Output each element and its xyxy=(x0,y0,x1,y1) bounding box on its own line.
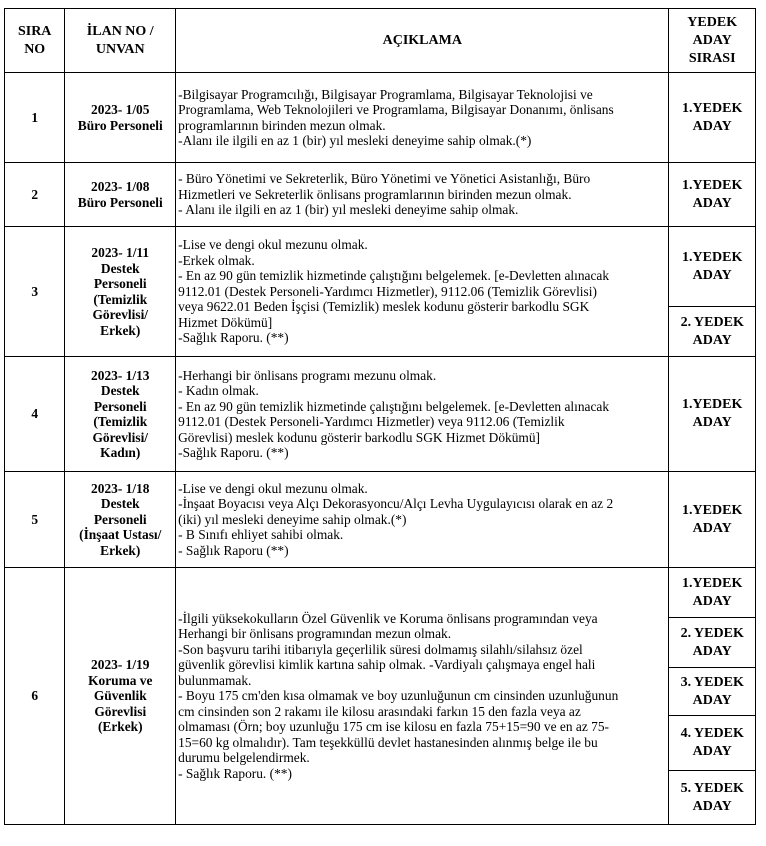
header-ilan-line: İLAN NO / xyxy=(86,23,154,39)
desc-line: -Son başvuru tarihi itibarıyla geçerlilik süresi dolmamış silahlı/silahsız özel xyxy=(178,641,583,657)
yedek-line: 1.YEDEK xyxy=(682,100,743,116)
row-no: 4 xyxy=(5,357,65,472)
row-yedek xyxy=(669,668,756,716)
row-description xyxy=(176,73,669,163)
row-ilan xyxy=(65,472,176,568)
yedek-line: ADAY xyxy=(692,195,732,211)
desc-line: 9112.01 (Destek Personeli-Yardımcı Hizmetler) veya 9112.06 (Temizlik xyxy=(178,414,565,429)
row-description xyxy=(176,357,669,472)
yedek-line: ADAY xyxy=(692,332,732,348)
desc-line: - En az 90 gün temizlik hizmetinde çalıştığını belgelemek. [e-Devletten alınacak xyxy=(178,268,610,284)
ilan-line: Büro Personeli xyxy=(77,194,163,210)
row-yedek xyxy=(669,716,756,771)
yedek-line: 1.YEDEK xyxy=(682,502,743,518)
row-yedek xyxy=(669,472,756,568)
ilan-line: Görevlisi/ xyxy=(92,307,149,322)
yedek-line: ADAY xyxy=(692,118,732,134)
desc-line: - Boyu 175 cm'den kısa olmamak ve boy uzunluğunun cm cinsinden uzunluğunun xyxy=(178,688,619,704)
desc-line: olmaması (Örn; boy uzunluğu 175 cm ise kilosu en fazla 75+15=90 ve en az 75- xyxy=(178,719,609,735)
yedek-line: 1.YEDEK xyxy=(682,249,743,265)
row-ilan xyxy=(65,227,176,357)
desc-line: Herhangi bir önlisans programından mezun olmak. xyxy=(178,626,452,642)
row-description xyxy=(176,163,669,227)
header-aciklama: AÇIKLAMA xyxy=(176,9,669,73)
desc-line: veya 9622.01 Beden İşçisi (Temizlik) meslek kodunu gösterir barkodlu SGK xyxy=(178,299,590,315)
yedek-line: 5. YEDEK xyxy=(680,780,744,796)
ilan-line: Personeli xyxy=(93,398,147,414)
row-yedek xyxy=(669,568,756,618)
desc-line: güvenlik görevlisi kimlik kartına sahip olmak. -Vardiyalı çalışmaya engel hali xyxy=(178,657,596,673)
yedek-line: ADAY xyxy=(692,744,732,759)
ilan-line: Koruma ve xyxy=(88,672,153,688)
ilan-line: Erkek) xyxy=(100,322,141,338)
row-no: 2 xyxy=(5,163,65,227)
desc-line: - Sağlık Raporu. (**) xyxy=(178,765,292,781)
table-row xyxy=(5,73,756,163)
ilan-line: (Erkek) xyxy=(97,719,143,735)
ilan-line: Görevlisi/ xyxy=(92,429,149,445)
yedek-line: ADAY xyxy=(692,593,732,609)
header-sira-line: SIRA xyxy=(17,23,52,39)
candidate-table xyxy=(4,8,756,825)
desc-line: (iki) yıl mesleki deneyime sahip olmak.(*) xyxy=(178,511,407,527)
desc-line: -İnşaat Boyacısı veya Alçı Dekorasyoncu/Alçı Levha Uygulayıcısı olarak en az 2 xyxy=(178,496,614,512)
desc-line: -Lise ve dengi okul mezunu olmak. xyxy=(178,480,368,496)
header-yedek xyxy=(669,9,756,73)
desc-line: Programlama, Web Teknolojileri ve Programlama, Bilgisayar Donanımı, önlisans xyxy=(178,102,614,117)
desc-line: - En az 90 gün temizlik hizmetinde çalıştığını belgelemek. [e-Devletten alınacak xyxy=(178,398,610,414)
desc-line: - Alanı ile ilgili en az 1 (bir) yıl mesleki deneyime sahip olmak. xyxy=(178,202,519,218)
table-row xyxy=(5,163,756,227)
row-yedek xyxy=(669,73,756,163)
ilan-line: (İnşaat Ustası/ xyxy=(79,527,162,543)
ilan-line: Destek xyxy=(100,383,140,398)
desc-line: -Lise ve dengi okul mezunu olmak. xyxy=(178,237,368,253)
ilan-line: Destek xyxy=(100,260,140,276)
desc-line: - Kadın olmak. xyxy=(178,383,259,398)
header-sira xyxy=(5,9,65,73)
yedek-line: 1.YEDEK xyxy=(682,397,743,412)
ilan-line: Büro Personeli xyxy=(77,117,163,133)
row-no: 3 xyxy=(5,227,65,357)
desc-line: Hizmet Dökümü] xyxy=(178,314,273,330)
ilan-line: 2023- 1/19 xyxy=(91,657,150,673)
row-ilan xyxy=(65,568,176,825)
row-no: 5 xyxy=(5,472,65,568)
row-description xyxy=(176,472,669,568)
desc-line: -Bilgisayar Programcılığı, Bilgisayar Programlama, Bilgisayar Teknolojisi ve xyxy=(178,86,593,102)
desc-line: Görevlisi) meslek kodunu gösterir barkodlu SGK Hizmet Dökümü] xyxy=(178,429,540,445)
yedek-line: 1.YEDEK xyxy=(682,177,743,193)
desc-line: -İlgili yüksekokulların Özel Güvenlik ve Koruma önlisans programından veya xyxy=(178,610,598,626)
yedek-line: ADAY xyxy=(692,692,732,708)
row-ilan xyxy=(65,163,176,227)
header-sira-line: NO xyxy=(24,41,46,57)
desc-line: Hizmetleri ve Sekreterlik önlisans programlarının birinden mezun olmak. xyxy=(178,186,572,202)
desc-line: -Alanı ile ilgili en az 1 (bir) yıl mesleki deneyime sahip olmak.(*) xyxy=(178,133,532,148)
desc-line: 9112.01 (Destek Personeli-Yardımcı Hizmetler), 9112.06 (Temizlik Görevlisi) xyxy=(178,283,597,299)
header-yedek-line: YEDEK xyxy=(687,14,738,30)
row-yedek xyxy=(669,307,756,357)
desc-line: cm cinsinden son 2 rakamı ile kilosu arasındaki farkın 15 den fazla veya az xyxy=(178,703,581,719)
ilan-line: 2023- 1/18 xyxy=(91,480,150,496)
ilan-line: Kadın) xyxy=(100,445,141,460)
yedek-line: 2. YEDEK xyxy=(680,314,744,330)
ilan-line: Personeli xyxy=(93,511,147,527)
ilan-line: 2023- 1/08 xyxy=(91,179,150,194)
desc-line: - Sağlık Raporu (**) xyxy=(178,542,289,558)
yedek-line: 2. YEDEK xyxy=(680,625,744,641)
row-yedek xyxy=(669,618,756,668)
row-yedek xyxy=(669,227,756,307)
ilan-line: 2023- 1/11 xyxy=(91,245,150,260)
ilan-line: Personeli xyxy=(93,276,147,291)
table-body xyxy=(5,73,756,825)
row-ilan xyxy=(65,357,176,472)
desc-line: - Büro Yönetimi ve Sekreterlik, Büro Yönetimi ve Yönetici Asistanlığı, Büro xyxy=(178,171,591,187)
desc-line: -Erkek olmak. xyxy=(178,252,255,268)
desc-line: -Sağlık Raporu. (**) xyxy=(178,330,289,346)
ilan-line: Erkek) xyxy=(100,542,141,558)
yedek-line: 3. YEDEK xyxy=(680,674,744,690)
ilan-line: Güvenlik xyxy=(93,688,147,704)
desc-line: -Sağlık Raporu. (**) xyxy=(178,445,289,460)
yedek-line: ADAY xyxy=(692,267,732,283)
table-row xyxy=(5,568,756,618)
ilan-line: 2023- 1/05 xyxy=(91,102,150,117)
desc-line: - B Sınıfı ehliyet sahibi olmak. xyxy=(178,527,344,543)
table-row xyxy=(5,227,756,307)
yedek-line: 1.YEDEK xyxy=(682,575,743,591)
header-ilan-line: UNVAN xyxy=(95,41,145,57)
ilan-line: Destek xyxy=(100,496,140,512)
yedek-line: ADAY xyxy=(692,415,732,430)
header-yedek-line: ADAY xyxy=(692,32,732,48)
row-description xyxy=(176,227,669,357)
yedek-line: ADAY xyxy=(692,520,732,536)
row-no: 1 xyxy=(5,73,65,163)
row-ilan xyxy=(65,73,176,163)
table-row xyxy=(5,357,756,472)
ilan-line: (Temizlik xyxy=(93,291,148,307)
desc-line: programlarının birinden mezun olmak. xyxy=(178,117,386,133)
header-row xyxy=(5,9,756,73)
desc-line: -Herhangi bir önlisans programı mezunu olmak. xyxy=(178,367,437,383)
row-yedek xyxy=(669,771,756,825)
desc-line: 15=60 kg olmalıdır). Tam teşekküllü devlet hastanesinden alınmış belge ile bu xyxy=(178,734,598,750)
row-yedek xyxy=(669,163,756,227)
table-row xyxy=(5,472,756,568)
header-yedek-line: SIRASI xyxy=(688,50,736,66)
header-ilan xyxy=(65,9,176,73)
row-yedek xyxy=(669,357,756,472)
row-no: 6 xyxy=(5,568,65,825)
yedek-line: ADAY xyxy=(692,798,732,814)
ilan-line: Görevlisi xyxy=(94,703,147,719)
yedek-line: 4. YEDEK xyxy=(680,726,744,741)
yedek-line: ADAY xyxy=(692,643,732,659)
desc-line: bulunmamak. xyxy=(178,672,252,688)
desc-line: durumu belgelendirmek. xyxy=(178,750,310,766)
ilan-line: (Temizlik xyxy=(93,414,148,429)
ilan-line: 2023- 1/13 xyxy=(91,367,150,383)
row-description xyxy=(176,568,669,825)
